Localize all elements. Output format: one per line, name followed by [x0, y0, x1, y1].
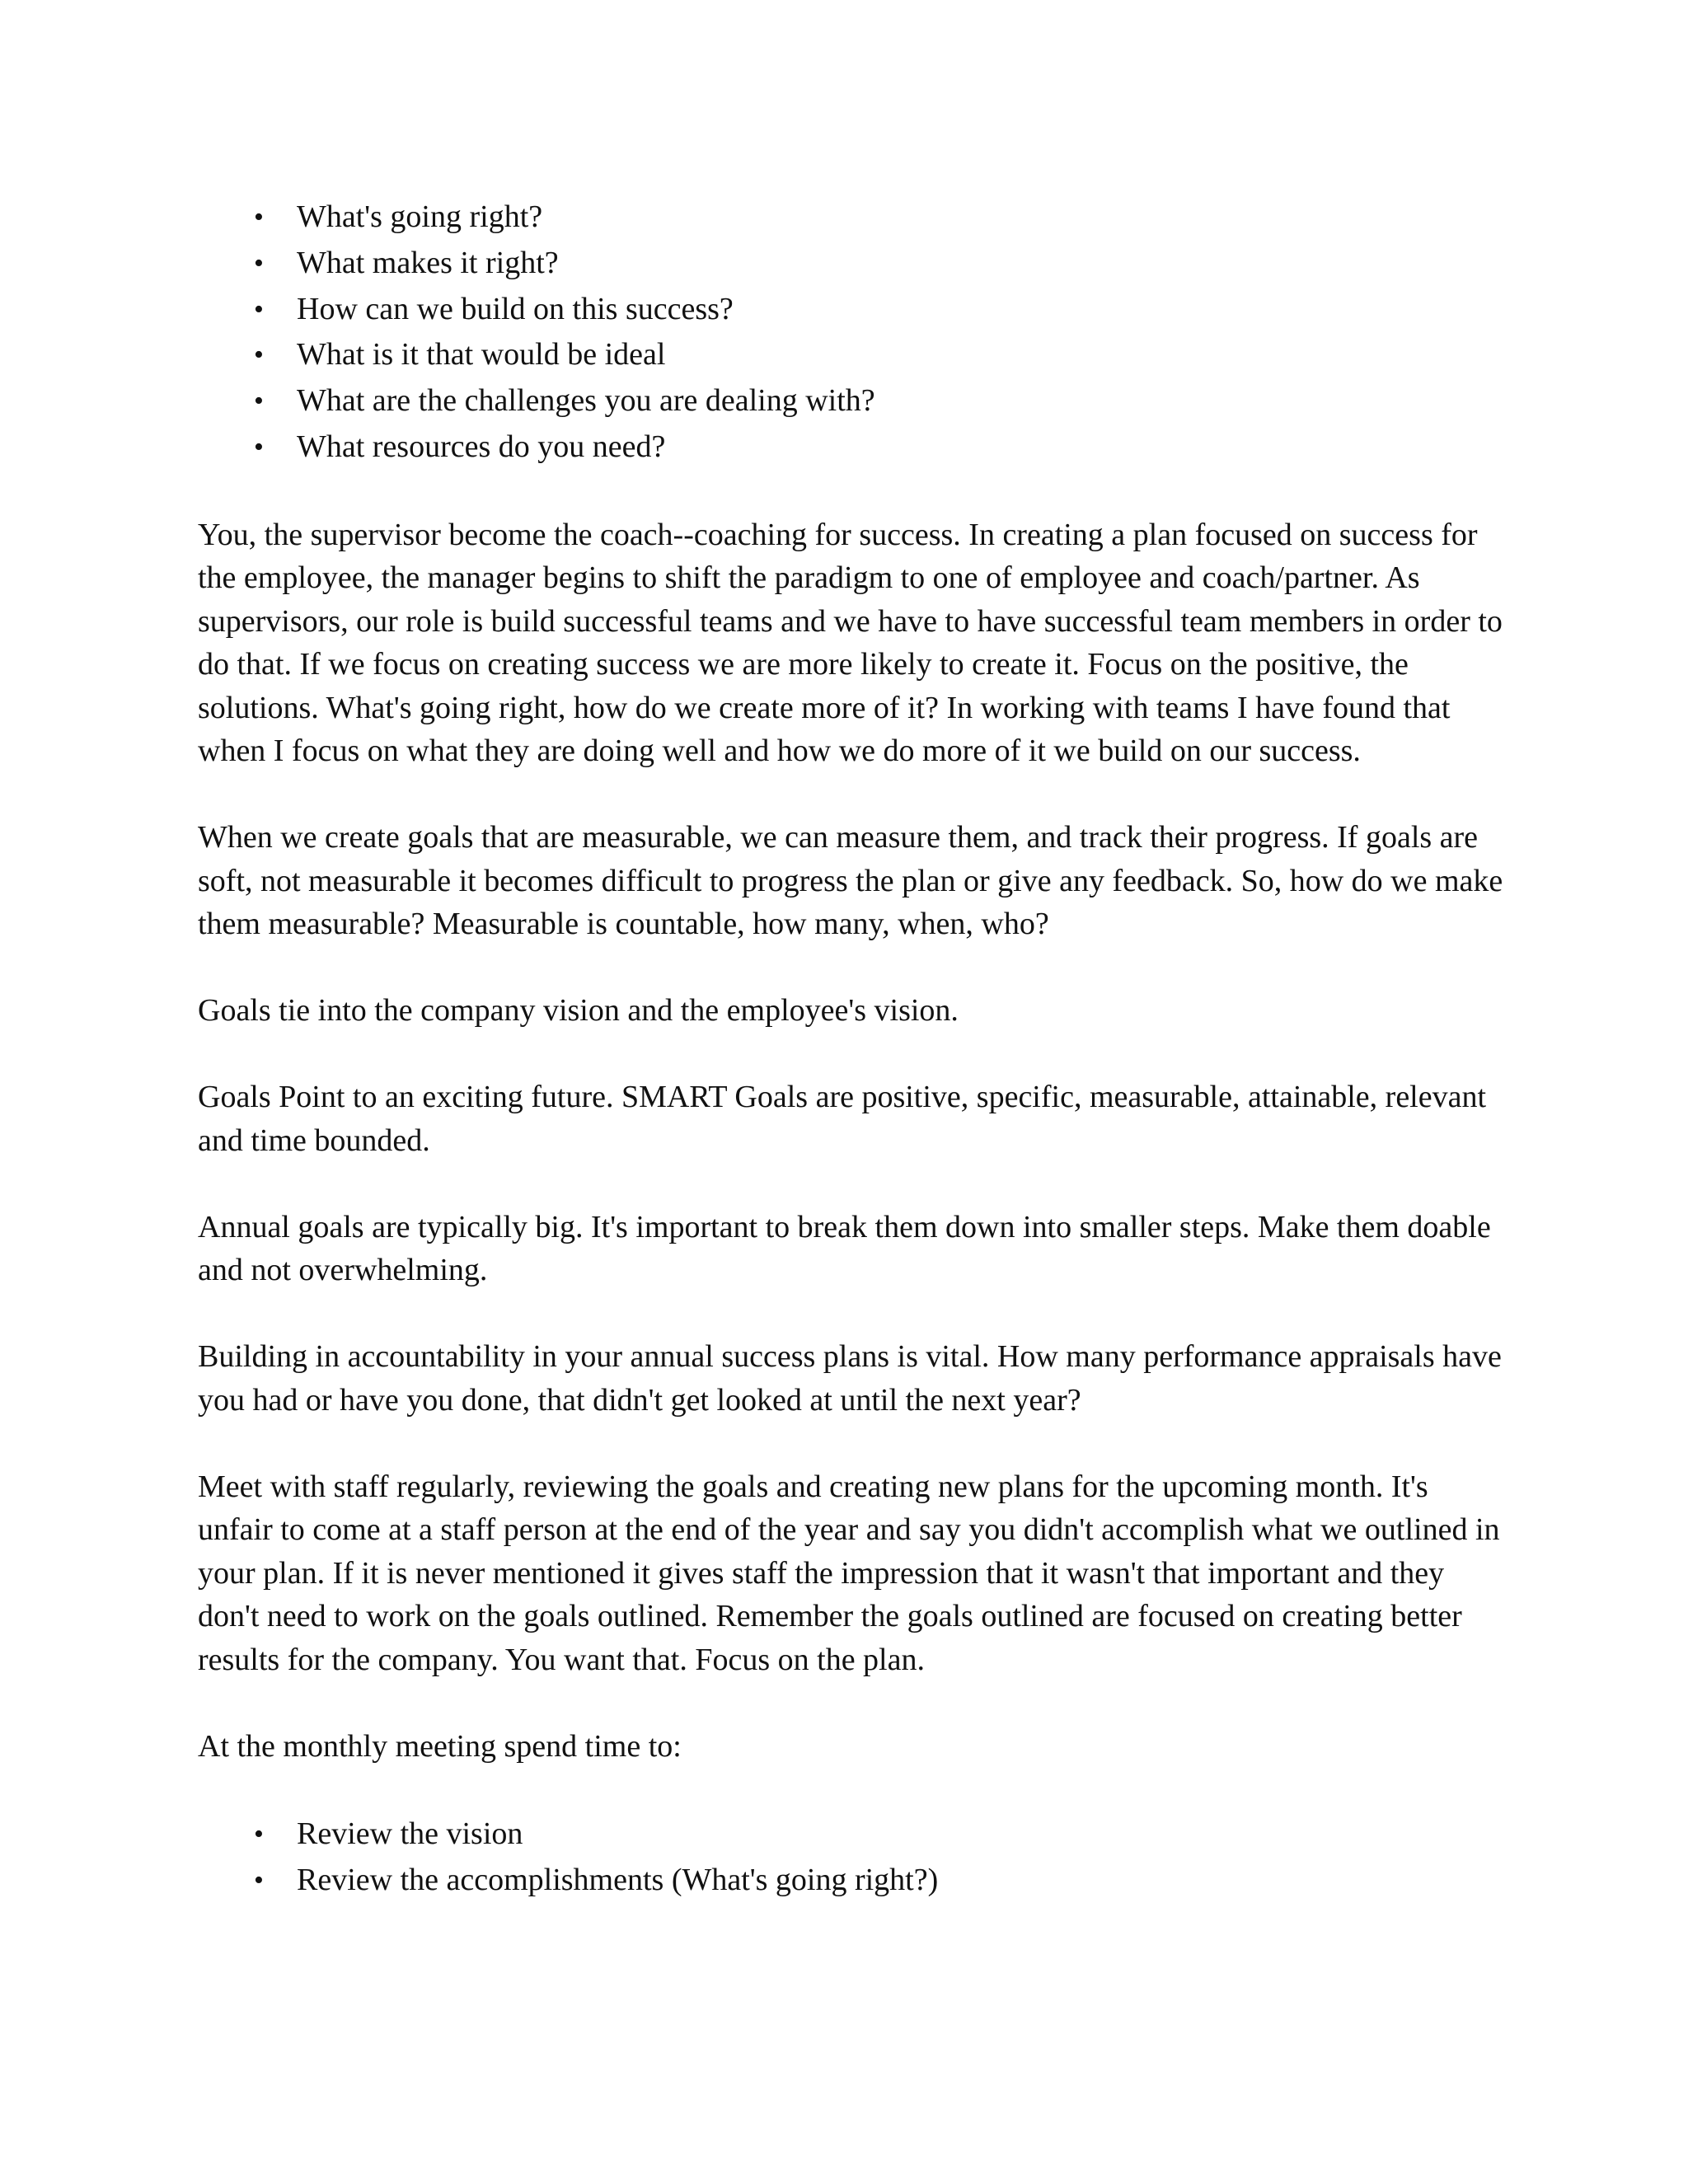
list-item-text: What is it that would be ideal [297, 337, 666, 373]
list-item [198, 1858, 1508, 1904]
questions-list [198, 194, 1508, 471]
bullet-icon: • [254, 1818, 264, 1849]
paragraph-annual-goals: Annual goals are typically big. It's important to break them down into smaller steps. Make them doable and not overwhelming. [198, 1209, 1491, 1288]
bullet-icon: • [254, 1864, 264, 1896]
paragraph-measurable-goals: When we create goals that are measurable, we can measure them, and track their progress. If goals are soft, not measurable it becomes difficult to progress the plan or give any feedback. So, how do we make them measurable? Measurable is countable, how many, when, who? [198, 820, 1503, 942]
list-item-text: What are the challenges you are dealing with? [297, 383, 875, 419]
list-item-text: What resources do you need? [297, 429, 666, 464]
list-item [198, 1811, 1508, 1858]
paragraph-meet-staff: Meet with staff regularly, reviewing the goals and creating new plans for the upcoming month. It's unfair to come at a staff person at the end of the year and say you didn't accomplish what we outlined in your plan. If it is never mentioned it gives staff the impression that it wasn't that important and they don't need to work on the goals outlined. Remember the goals outlined are focused on creating better results for the company. You want that. Focus on the plan. [198, 1469, 1500, 1677]
list-item [198, 424, 1508, 471]
list-item [198, 194, 1508, 241]
paragraph-vision: Goals tie into the company vision and the employee's vision. [198, 993, 959, 1029]
bullet-icon: • [254, 293, 264, 325]
paragraph-smart-goals: Goals Point to an exciting future. SMART Goals are positive, specific, measurable, attainable, relevant and time bounded. [198, 1080, 1487, 1158]
paragraph-monthly-meeting: At the monthly meeting spend time to: [198, 1728, 682, 1764]
list-item [198, 241, 1508, 287]
list-item [198, 332, 1508, 378]
bullet-icon: • [254, 202, 264, 232]
bullet-icon: • [254, 431, 264, 462]
list-item-text: Review the vision [297, 1816, 523, 1851]
list-item [198, 378, 1508, 424]
document-body [198, 194, 1508, 1903]
list-item-text: Review the accomplishments (What's going right?) [297, 1862, 939, 1897]
monthly-meeting-list [198, 1811, 1508, 1904]
bullet-icon: • [254, 386, 264, 417]
list-item-text: What makes it right? [297, 245, 559, 280]
paragraph-coaching: You, the supervisor become the coach--coaching for success. In creating a plan focused on success for the employee, the manager begins to shift the paradigm to one of employee and coach/partner. As supervisors, our role is build successful teams and we have to have successful team members in order to do that. If we focus on creating success we are more likely to create it. Focus on the positive, the solutions. What's going right, how do we create more of it? In working with teams I have found that when I focus on what they are doing well and how we do more of it we build on our success. [198, 517, 1503, 769]
bullet-icon: • [254, 247, 264, 279]
bullet-icon: • [254, 340, 264, 371]
list-item-text: What's going right? [297, 199, 543, 234]
list-item-text: How can we build on this success? [297, 291, 734, 326]
paragraph-accountability: Building in accountability in your annual success plans is vital. How many performance appraisals have you had or have you done, that didn't get looked at until the next year? [198, 1339, 1502, 1418]
list-item [198, 287, 1508, 333]
